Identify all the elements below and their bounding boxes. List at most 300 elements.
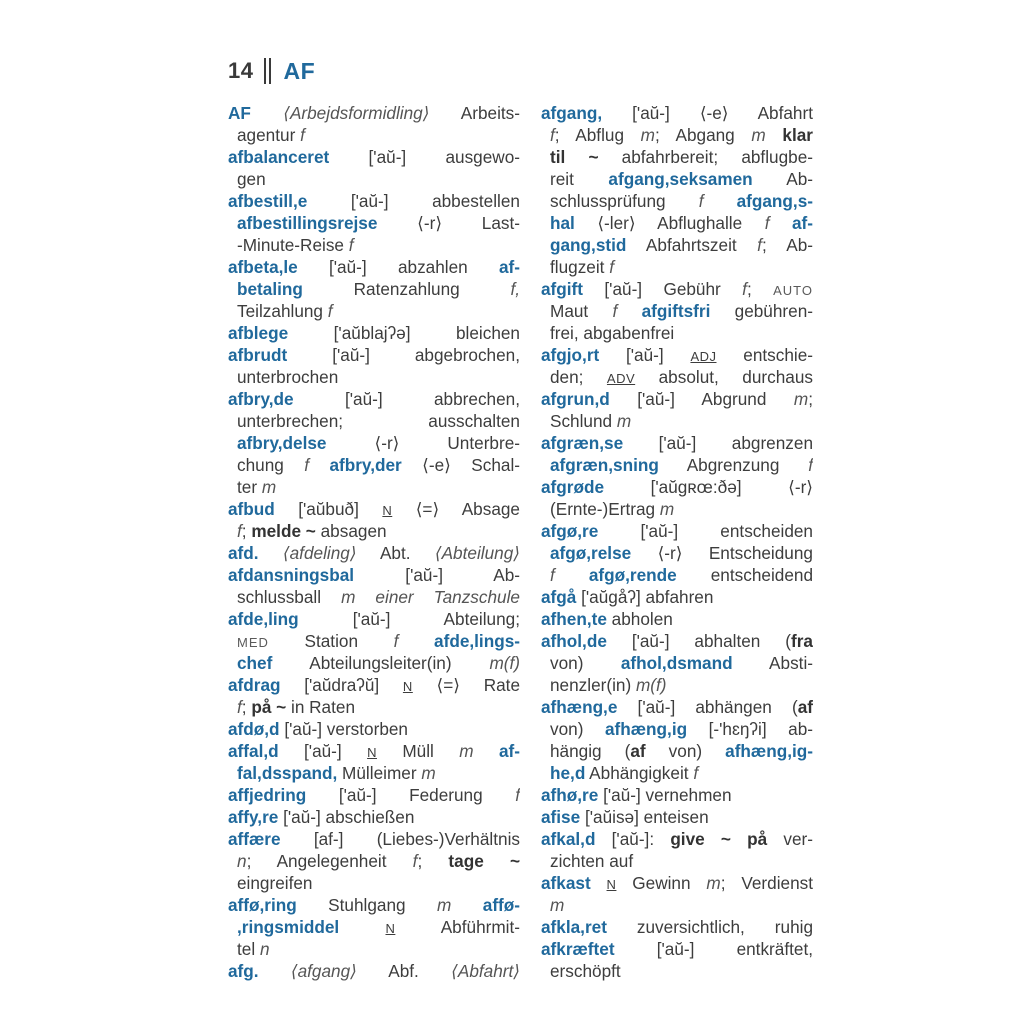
text: Abhängigkeit [585,763,694,783]
text: Abt. [356,543,435,563]
dictionary-column-left [228,102,520,982]
text: ⟨-r⟩ Entscheidung [631,543,813,563]
text: ['aŭgåʔ] abfahren [576,587,714,607]
italic-text: m [793,389,809,409]
text: ['aŭ-] verstorben [279,719,408,739]
dictionary-line [228,784,520,806]
italic-text: m [616,411,632,431]
italic-text: f [327,301,333,321]
text: Ratenzahlung [302,279,511,299]
dictionary-line [541,938,813,960]
dictionary-line [541,476,813,498]
text: abfahrbereit; abflugbe- [598,147,813,167]
headword: af- [498,257,520,277]
bold-text: klar [782,125,813,145]
grammar-marker: N [367,745,377,760]
text: von) [550,719,605,739]
dictionary-line [228,344,520,366]
dictionary-line [228,762,520,784]
dictionary-line [541,564,813,586]
headword: afhæng,e [541,697,618,717]
italic-text: f [304,455,310,475]
italic-text: m [640,125,655,145]
headword: afkast [541,873,591,893]
text: ; Abgang [655,125,752,145]
text: abholen [606,609,673,629]
italic-text: f [693,763,699,783]
text: ['aŭisə] enteisen [580,807,709,827]
headword: afhæng,ig [604,719,688,739]
text: ; Angelegenheit [246,851,413,871]
text: ['aŭ-] [599,345,691,365]
text: ['aŭ-] Abgrund [609,389,794,409]
text: ['aŭ-] Gebühr [583,279,743,299]
text: Station [268,631,394,651]
text [769,213,792,233]
dictionary-line [228,432,520,454]
headword: afgang, [541,103,603,123]
dictionary-line [228,520,520,542]
grammar-marker: ADV [606,371,636,386]
dictionary-line [228,124,520,146]
text: ['aŭ-] entscheiden [598,521,813,541]
smallcaps-label: MED [237,635,269,650]
text: Abgrenzung [658,455,809,475]
headword: afise [541,807,581,827]
text: ver- [767,829,813,849]
italic-text: f, [510,279,520,299]
text: von) [550,653,621,673]
text: entschie- [716,345,813,365]
dictionary-line [541,146,813,168]
dictionary-line [228,718,520,740]
text: ; [808,389,813,409]
text: gebühren- [710,301,813,321]
text: ['aŭ-] abzahlen [297,257,499,277]
text: [af-] (Liebes-)Verhältnis [280,829,520,849]
headword: ,ringsmiddel [237,917,340,937]
text: in Raten [286,697,356,717]
dictionary-line [541,432,813,454]
text: erschöpft [550,961,621,981]
dictionary-line [541,696,813,718]
headword: af- [498,741,520,761]
headword: afbestillingsrejse [237,213,378,233]
text: Teilzahlung [237,301,328,321]
headword: afbud [228,499,275,519]
italic-text: ⟨afgang⟩ [290,961,357,981]
dictionary-line [541,278,813,300]
text: ['aŭ-] abbestellen [307,191,520,211]
headword: afbalanceret [228,147,330,167]
text: chung [237,455,305,475]
italic-text: m [751,125,766,145]
dictionary-line [541,520,813,542]
dictionary-line [228,806,520,828]
dictionary-line [541,498,813,520]
dictionary-line [541,300,813,322]
dictionary-line [228,938,520,960]
italic-text: f [742,279,747,299]
text: [-'hɛŋʔi] ab- [687,719,813,739]
headword: gang,stid [550,235,627,255]
headword: afhen,te [541,609,607,629]
bold-text: til ~ [550,147,599,167]
text [309,455,329,475]
text: ⟨-r⟩ Unterbre- [326,433,520,453]
dictionary-page [228,56,818,982]
text [474,741,499,761]
dictionary-line [228,256,520,278]
text: gen [237,169,266,189]
headword: afgø,rende [588,565,677,585]
headword: afde,lings- [434,631,520,651]
dictionary-line [541,784,813,806]
headword: afgø,relse [550,543,632,563]
headword: hal [550,213,575,233]
headword: he,d [550,763,586,783]
italic-text: ⟨Abteilung⟩ [434,543,520,563]
text: Schlund [550,411,617,431]
text: ['aŭdraʔŭ] [280,675,403,695]
italic-text: m [459,741,474,761]
headword: afde,ling [228,609,299,629]
headword: afbry,de [228,389,294,409]
dictionary-line [541,366,813,388]
text: ['aŭ-] ⟨-e⟩ Abfahrt [602,103,813,123]
text: Abteilungsleiter(in) [272,653,490,673]
text: ⟨-r⟩ Last- [377,213,520,233]
text: ter [237,477,262,497]
italic-text: f [348,235,354,255]
text [451,895,482,915]
dictionary-line [228,168,520,190]
text: frei, abgabenfrei [550,323,675,343]
text [591,873,607,893]
italic-text: m [261,477,277,497]
text [259,961,291,981]
dictionary-line [541,718,813,740]
bold-text: på ~ [251,697,287,717]
bold-text: af [630,741,646,761]
dictionary-line [541,850,813,872]
dictionary-line [541,916,813,938]
page-number: 14 [228,58,254,83]
text: ; [241,697,252,717]
dictionary-line [228,454,520,476]
headword: afgræn,sning [550,455,659,475]
dictionary-line [228,190,520,212]
headword: afhø,re [541,785,599,805]
dictionary-line [228,300,520,322]
dictionary-line [228,212,520,234]
text: ['aŭ-] entkräftet, [614,939,813,959]
text: Maut [550,301,613,321]
text: schlussprüfung [550,191,699,211]
dictionary-line [228,586,520,608]
grammar-marker: N [385,921,396,936]
italic-text: f [515,785,520,805]
dictionary-line [228,542,520,564]
italic-text: f [412,851,418,871]
dictionary-line [541,542,813,564]
italic-text: n [259,939,270,959]
dictionary-line [541,630,813,652]
italic-text: m [706,873,721,893]
dictionary-line [541,608,813,630]
italic-text: f [393,631,399,651]
text: ['aŭ-] abgebrochen, [287,345,520,365]
text [339,917,385,937]
text: Abf. [356,961,452,981]
dictionary-line [228,894,520,916]
headword: af- [791,213,813,233]
text: ; [746,279,774,299]
headword: afgrøde [541,477,605,497]
headword: afgjo,rt [541,345,600,365]
italic-text: m [550,895,565,915]
dictionary-line [541,806,813,828]
text: absagen [315,521,387,541]
italic-text: m [659,499,675,519]
text: Arbeits- [429,103,520,123]
headword: afd. [228,543,259,563]
italic-text: m(f) [489,653,520,673]
text: unterbrechen; ausschalten [237,411,520,431]
text: Gewinn [616,873,707,893]
page-header [228,56,818,86]
headword: afbrudt [228,345,288,365]
headword: afgø,re [541,521,599,541]
italic-text: ⟨Arbejdsformidling⟩ [283,103,430,123]
italic-text: m [421,763,436,783]
headword: afbestill,e [228,191,308,211]
dictionary-line [541,740,813,762]
dictionary-line [541,894,813,916]
italic-text: f [764,213,770,233]
dictionary-line [228,278,520,300]
headword: afkal,d [541,829,596,849]
dictionary-line [228,828,520,850]
headword: afkræftet [541,939,615,959]
dictionary-line [541,168,813,190]
dictionary-column-right [541,102,813,982]
dictionary-line [541,322,813,344]
headword: AF [228,103,251,123]
italic-text: f [808,455,813,475]
dictionary-line [228,630,520,652]
text: Müll [376,741,460,761]
italic-text: f [550,125,555,145]
text: den; [550,367,607,387]
dictionary-line [541,256,813,278]
bold-text: tage ~ [448,851,520,871]
text: flugzeit [550,257,610,277]
dictionary-line [541,828,813,850]
text [555,565,589,585]
italic-text: f [612,301,618,321]
text: (Ernte-)Ertrag [550,499,660,519]
headword: afgå [541,587,577,607]
italic-text: f [698,191,704,211]
text: hängig ( [550,741,631,761]
dictionary-line [228,960,520,982]
text: ['aŭ-] abschießen [278,807,415,827]
dictionary-line [541,960,813,982]
text: ['aŭ-] Ab- [354,565,520,585]
dictionary-line [541,212,813,234]
headword: afgrun,d [541,389,610,409]
text: ; [417,851,449,871]
text: ['aŭ-] abbrechen, [293,389,520,409]
dictionary-line [541,344,813,366]
text [703,191,736,211]
bold-text: af [797,697,813,717]
text: ['aŭgʀœ:ðə] ⟨-r⟩ [604,477,813,497]
text: ['aŭblajʔə] bleichen [288,323,520,343]
text: ['aŭbuð] [274,499,383,519]
dictionary-line [228,872,520,894]
italic-text: f [300,125,305,145]
dictionary-line [228,740,520,762]
text: Stuhlgang [296,895,438,915]
dictionary-line [228,608,520,630]
smallcaps-label: AUTO [773,283,813,298]
headword: afgræn,se [541,433,624,453]
headword: afdrag [228,675,281,695]
text: ; Ab- [761,235,813,255]
text: -Minute-Reise [237,235,349,255]
text: ⟨-e⟩ Schal- [401,455,520,475]
text: tel [237,939,260,959]
italic-text: ⟨afdeling⟩ [282,543,357,563]
headword: afbry,delse [237,433,327,453]
italic-text: f [609,257,615,277]
headword: afbeta,le [228,257,298,277]
text: von) [645,741,726,761]
dictionary-line [541,872,813,894]
italic-text: f [550,565,555,585]
text: ; Abflug [554,125,641,145]
italic-text: m [437,895,452,915]
italic-text: f [757,235,762,255]
text [251,103,283,123]
text [766,125,783,145]
italic-text: n [237,851,247,871]
headword: afbry,der [329,455,402,475]
text: ['aŭ-] abhängen ( [617,697,798,717]
headword: afhæng,ig- [725,741,813,761]
dictionary-line [541,454,813,476]
dictionary-line [228,322,520,344]
dictionary-line [228,388,520,410]
headword: chef [237,653,273,673]
text: zichten auf [550,851,634,871]
text: Absti- [732,653,813,673]
headword: afg. [228,961,259,981]
text: schlussball [237,587,342,607]
text: ['aŭ-]: [595,829,671,849]
dictionary-line [228,146,520,168]
headword: afgang,s- [736,191,813,211]
text: Abfahrtszeit [626,235,758,255]
text [398,631,434,651]
text: reit [550,169,609,189]
text: unterbrochen [237,367,339,387]
text: ['aŭ-] [278,741,368,761]
dictionary-line [228,498,520,520]
bold-text: melde ~ [251,521,316,541]
text: ⟨=⟩ Absage [392,499,520,519]
text: entscheidend [676,565,813,585]
text: agentur [237,125,301,145]
dictionary-line [228,850,520,872]
italic-text: f [237,521,242,541]
text: ['aŭ-] abhalten ( [606,631,792,651]
headword: affy,re [228,807,279,827]
italic-text: f [237,697,242,717]
text [617,301,641,321]
text: ['aŭ-] abgrenzen [623,433,813,453]
text: Abführmit- [395,917,520,937]
text: absolut, durchaus [635,367,813,387]
headword: betaling [237,279,303,299]
headword: affø,ring [228,895,297,915]
text: Mülleimer [337,763,422,783]
bold-text: give ~ på [670,829,768,849]
columns-container [228,102,818,982]
text: Ab- [752,169,813,189]
headword: affære [228,829,281,849]
dictionary-line [228,366,520,388]
dictionary-line [541,388,813,410]
headword: affjedring [228,785,307,805]
dictionary-line [541,674,813,696]
dictionary-line [228,916,520,938]
dictionary-line [228,652,520,674]
italic-text: ⟨Abfahrt⟩ [451,961,520,981]
text [259,543,283,563]
text: ['aŭ-] Federung [306,785,516,805]
dictionary-line [541,586,813,608]
italic-text: m(f) [635,675,667,695]
headword: affø- [482,895,520,915]
dictionary-line [541,234,813,256]
double-bar-divider [264,58,271,84]
dictionary-line [228,102,520,124]
grammar-marker: ADJ [690,349,717,364]
headword: afhol,de [541,631,607,651]
grammar-marker: N [606,877,617,892]
text: eingreifen [237,873,313,893]
dictionary-line [228,476,520,498]
headword: afgang,seksamen [608,169,753,189]
dictionary-line [228,674,520,696]
dictionary-line [541,410,813,432]
text: ⟨-ler⟩ Abflughalle [574,213,765,233]
text: ['aŭ-] ausgewo- [329,147,520,167]
headword: afdø,d [228,719,280,739]
dictionary-line [541,190,813,212]
dictionary-line [541,124,813,146]
headword: afgiftsfri [641,301,711,321]
text: ⟨=⟩ Rate [412,675,520,695]
headword: afkla,ret [541,917,607,937]
dictionary-line [541,762,813,784]
dictionary-line [228,696,520,718]
italic-text: m einer Tanzschule [341,587,520,607]
headword: fal,dsspand, [237,763,338,783]
